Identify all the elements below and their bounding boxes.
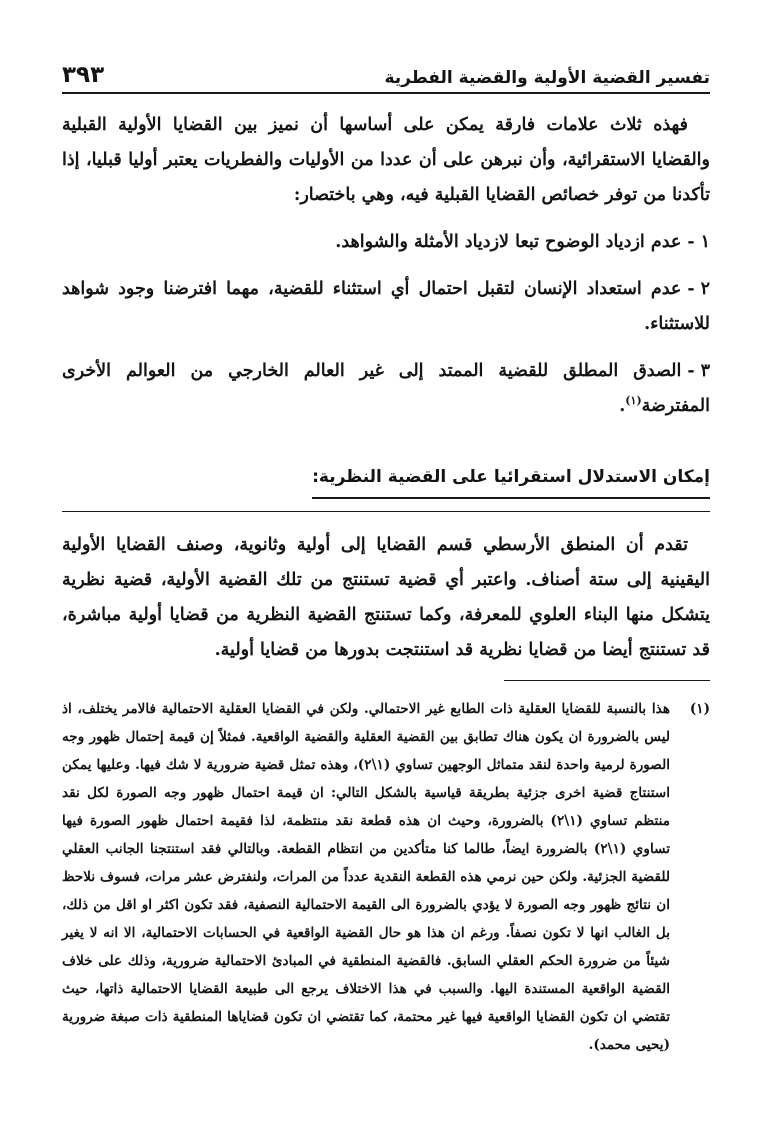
- list-separator: -: [687, 232, 695, 252]
- list-number: ١: [700, 232, 710, 252]
- list-end-punctuation: .: [619, 396, 626, 416]
- running-header: [62, 48, 710, 94]
- section-paragraph: تقدم أن المنطق الأرسطي قسم القضايا إلى أولية وثانوية، وصنف القضايا الأولية اليقينية إلى ستة أصناف. واعتبر أي قضية تستنتج من تلك القضية الأولية، قضية نظرية يتشكل منها البناء العلوي للمعرفة، وكما تستنتج القضية النظرية من قضايا أولية مباشرة، قد تستنتج أيضا من قضايا نظرية قد استنتجت بدورها من قضايا أولية.: [62, 535, 710, 660]
- page-number: ٣٩٣: [62, 62, 105, 88]
- list-number: ٢: [700, 279, 710, 299]
- list-item: [62, 272, 710, 342]
- footnote-text: هذا بالنسبة للقضايا العقلية ذات الطابع غير الاحتمالي. ولكن في القضايا العقلية الاحتمالية فالامر يختلف، اذ ليس بالضرورة ان يكون هناك تطابق بين القضية العقلية والقضية الواقعية. فمثلاً إن قيمة إحتمال ظهور وجه الصورة لرمية واحدة لنقد متماثل الوجهين تساوي (١\٢)، وهذه تمثل قضية ضرورية لا شك فيها. وعليها يمكن استنتاج قضية اخرى جزئية بطريقة قياسية بالشكل التالي: ان قيمة احتمال ظهور وجه الصورة لكل نقد منتظم تساوي (١\٢) بالضرورة، وحيث ان هذه قطعة نقد منتظمة، لذا فقيمة احتمال ظهور الصورة فيها تساوي (١\٢) بالضرورة ايضاً، طالما كنا متأكدين من انتظام القطعة. وبالتالي فقد استنتجنا الجانب العقلي للقضية الجزئية. ولكن حين نرمي هذه القطعة النقدية عدداً من المرات، ولنفترض عشر مرات، فسوف نلاحظ ان نتائج ظهور وجه الصورة لا يؤدي بالضرورة الى القيمة الاحتمالية النصفية، فقد تكون اكثر او اقل من ذلك، بل الغالب انها لا تكون نصفاً. ورغم ان هذا هو حال القضية الواقعية في الحسابات الاحتمالية، الا انه لا يغير شيئاً من ضرورة الحكم العقلي السابق. فالقضية المنطقية في المبادئ الاحتمالية ضرورية، وذلك على خلاف القضية الواقعية المستندة اليها. والسبب في هذا الاختلاف يرجع الى طبيعة القضايا الاحتمالية ذاتها، حيث تقتضي ان تكون القضايا الواقعية فيها غير محتمة، كما تقتضي ان تكون قضاياها المنطقية ذات صبغة ضرورية (يحيى محمد).: [62, 701, 671, 1053]
- list-number: ٣: [700, 361, 710, 381]
- list-text: الصدق المطلق للقضية الممتد إلى غير العالم الخارجي من العوالم الأخرى المفترضة: [62, 361, 710, 416]
- chapter-title: تفسير القضية الأولية والقضية الفطرية: [384, 68, 710, 88]
- list-separator: -: [687, 279, 695, 299]
- book-page: [62, 48, 710, 1059]
- intro-paragraph: فهذه ثلاث علامات فارقة يمكن على أساسها أن نميز بين القضايا الأولية القبلية والقضايا الاستقرائية، وأن نبرهن على أن عددا من الأوليات والفطريات يعتبر أوليا قبليا، إذا تأكدنا من توفر خصائص القضايا القبلية فيه، وهي باختصار:: [62, 115, 710, 205]
- section-heading: إمكان الاستدلال استقرائيا على القضية النظرية:: [312, 460, 710, 499]
- footnote-separator: [504, 680, 710, 681]
- footnote-number: (١): [689, 701, 710, 717]
- list-separator: -: [687, 361, 695, 381]
- main-text: [62, 108, 710, 668]
- footnote: [62, 695, 710, 1059]
- list-item: [62, 354, 710, 424]
- list-text: عدم استعداد الإنسان لتقبل احتمال أي استثناء للقضية، مهما افترضنا وجود شواهد للاستثناء.: [62, 279, 710, 334]
- list-item: [62, 225, 710, 260]
- list-text: عدم ازدياد الوضوح تبعا لازدياد الأمثلة والشواهد.: [335, 232, 682, 252]
- section-heading-rule: [62, 436, 710, 512]
- footnote-reference[interactable]: (١): [625, 394, 642, 408]
